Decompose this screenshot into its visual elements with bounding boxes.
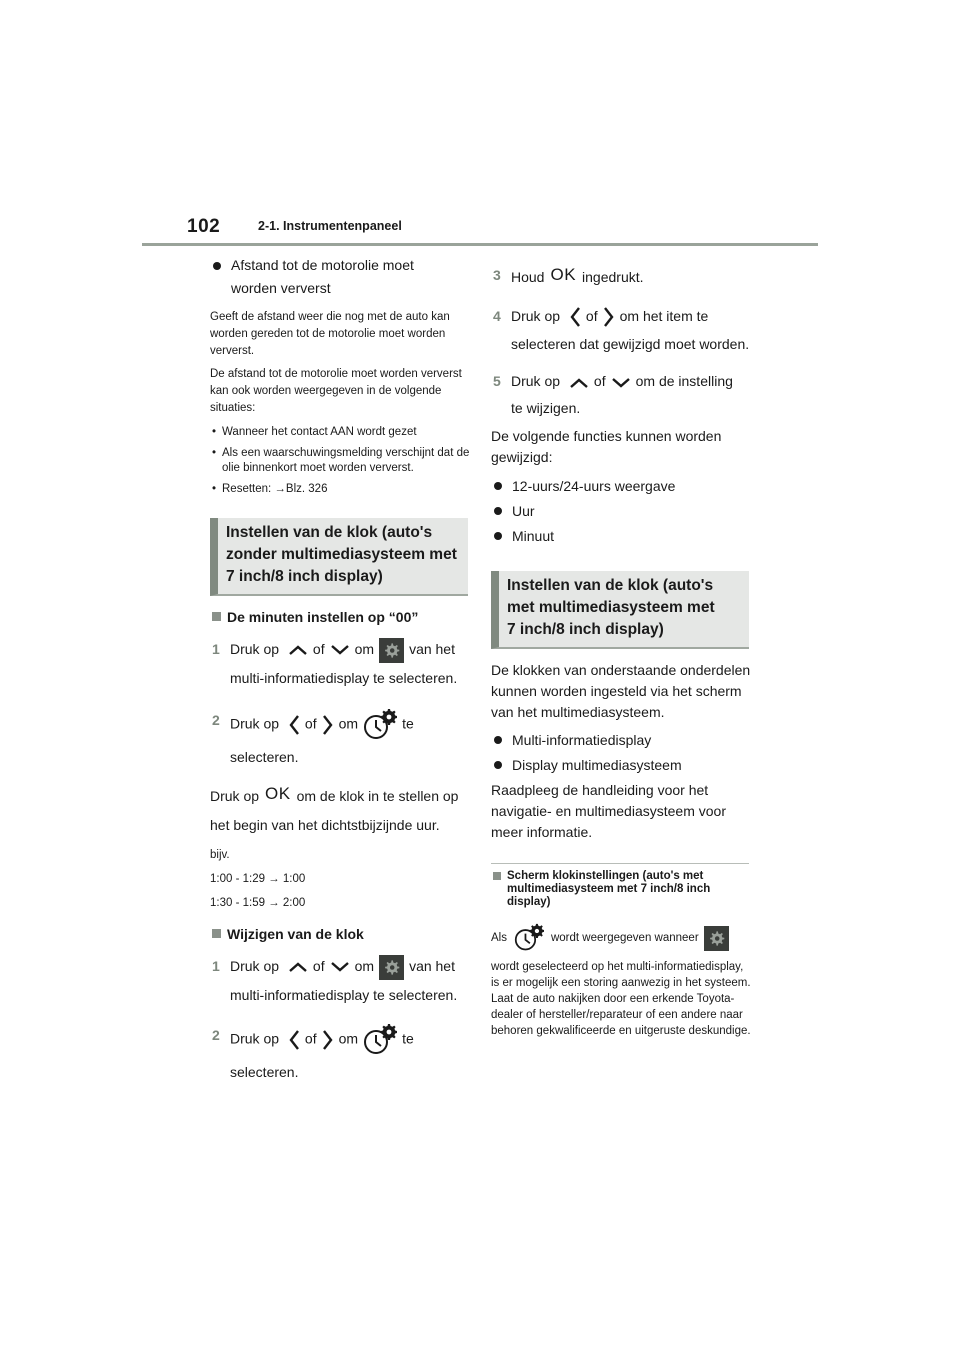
sub-heading-clock-screen: Scherm klokinstellingen (auto's met multimediasysteem met 7 inch/8 inch display)	[491, 870, 751, 909]
ok-button-icon: OK	[550, 265, 577, 284]
bullet-icon	[494, 761, 502, 769]
step-3: 3 Houd OK ingedrukt.	[493, 265, 644, 285]
note-paragraph: wordt geselecteerd op het multi-informatiedisplay, is er mogelijk een storing aanwezig in het systeem. Laat de auto nakijken door een erkende Toyota-dealer of hersteller/reparateur of een andere naar behoren gekwalificeerde en uitgeruste deskundige.	[491, 961, 751, 1038]
chevron-up-icon	[287, 960, 309, 974]
step-4: 4 Druk op of om het item te selecteren dat gewijzigd moet worden.	[491, 304, 751, 356]
example-1: 1:00 - 1:29 → 1:00	[210, 872, 306, 885]
function-item: Minuut	[491, 525, 751, 547]
sub-heading-change-clock: Wijzigen van de klok	[210, 924, 470, 944]
right-column	[491, 254, 751, 1039]
clock-settings-icon	[362, 708, 398, 742]
chevron-down-icon	[329, 960, 351, 974]
square-marker-icon	[493, 872, 501, 880]
chevron-down-icon	[329, 643, 351, 657]
bullet-icon	[494, 736, 502, 744]
sub-list-item: • Als een waarschuwingsmelding verschijnt dat de olie binnenkort moet worden ververst.	[212, 447, 470, 474]
function-item: Uur	[491, 500, 751, 522]
page-number: 102	[187, 216, 221, 237]
square-marker-icon	[212, 612, 221, 621]
step-5: 5 Druk op of om de instelling te wijzigen.	[493, 373, 733, 417]
chevron-right-icon	[602, 305, 616, 329]
clock-heading-with-multimedia: Instellen van de klok (auto's met multimediasysteem met 7 inch/8 inch display)	[491, 571, 749, 649]
settings-gear-icon	[379, 638, 404, 663]
step-2: 2 Druk op of om te selecteren.	[210, 1023, 470, 1084]
step-1: 1 Druk op of om van het multi-informatiedisplay te selecteren.	[210, 637, 470, 690]
header-rule	[142, 243, 818, 246]
bullet-icon	[494, 482, 502, 490]
sub-list-item: • Resetten: →Blz. 326	[212, 483, 328, 495]
step-1: 1 Druk op of om van het multi-informatiedisplay te selecteren.	[210, 954, 470, 1007]
reset-reference-link[interactable]: Resetten: →Blz. 326	[222, 483, 328, 495]
sub-heading-minutes: De minuten instellen op “00”	[210, 607, 470, 627]
bullet-icon	[494, 532, 502, 540]
ok-paragraph: Druk op OK om de klok in te stellen op het begin van het dichtstbijzijnde uur.	[210, 783, 459, 833]
chevron-right-icon	[321, 713, 335, 737]
chevron-up-icon	[287, 643, 309, 657]
oil-distance-text: Afstand tot de motorolie moet worden ververst	[231, 257, 414, 296]
settings-gear-icon	[379, 955, 404, 980]
step-2: 2 Druk op of om te selecteren.	[210, 708, 470, 769]
note-line: Als wordt weergegeven wanneer	[491, 923, 751, 953]
chevron-left-icon	[287, 1028, 301, 1052]
bullet-icon	[494, 507, 502, 515]
multimedia-intro: De klokken van onderstaande onderdelen kunnen worden ingesteld via het scherm van het multimediasysteem.	[491, 662, 751, 721]
oil-paragraph-1: Geeft de afstand weer die nog met de auto kan worden gereden tot de motorolie moet worden ververst.	[210, 311, 450, 357]
sub-list-item: • Wanneer het contact AAN wordt gezet	[212, 426, 417, 438]
oil-distance-bullet	[210, 254, 455, 300]
example-label: bijv.	[210, 848, 230, 861]
clock-settings-icon	[511, 923, 547, 953]
chevron-down-icon	[610, 376, 632, 390]
example-2: 1:30 - 1:59 → 2:00	[210, 896, 306, 909]
display-item: Display multimediasysteem	[491, 754, 751, 776]
oil-paragraph-2: De afstand tot de motorolie moet worden ververst kan ook worden weergegeven in de volgende situaties:	[210, 368, 462, 414]
functions-intro: De volgende functies kunnen worden gewijzigd:	[491, 428, 722, 466]
chevron-right-icon	[321, 1028, 335, 1052]
reference-paragraph: Raadpleeg de handleiding voor het navigatie- en multimediasysteem voor meer informatie.	[491, 782, 726, 841]
chevron-left-icon	[287, 713, 301, 737]
clock-heading-no-multimedia: Instellen van de klok (auto's zonder multimediasysteem met 7 inch/8 inch display)	[210, 518, 468, 596]
ok-button-icon: OK	[265, 783, 291, 803]
left-column	[210, 254, 470, 1084]
settings-gear-icon	[704, 926, 729, 951]
section-divider	[491, 863, 749, 864]
bullet-icon	[213, 262, 221, 270]
section-title: 2-1. Instrumentenpaneel	[258, 219, 402, 233]
display-item: Multi-informatiedisplay	[491, 729, 751, 751]
clock-settings-icon	[362, 1023, 398, 1057]
chevron-up-icon	[568, 376, 590, 390]
function-item: 12-uurs/24-uurs weergave	[491, 475, 751, 497]
chevron-left-icon	[568, 305, 582, 329]
square-marker-icon	[212, 929, 221, 938]
